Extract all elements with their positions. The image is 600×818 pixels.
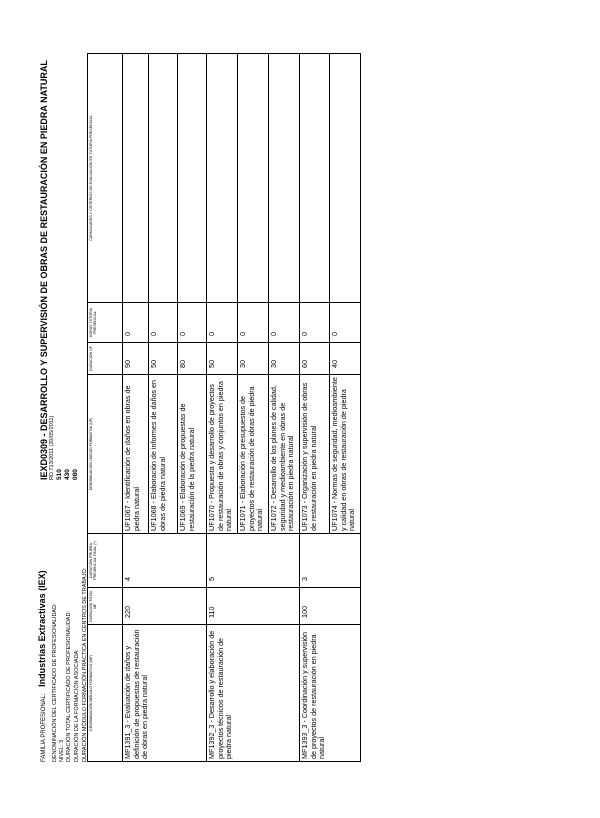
uf-tutoring-hours: 0	[207, 303, 238, 343]
uf-name: UF1073 - Organización y supervisión de obras de restauración en piedra natural	[300, 375, 330, 534]
column-header-mf: DENOMINACIÓN MÓDULO FORMATIVO (MF)	[88, 625, 123, 762]
table-header-row	[88, 54, 123, 762]
uf-capacities	[149, 54, 178, 303]
uf-name: UF1072 - Desarrollo de los planes de calidad, seguridad y medioambiente en obras de restauración en piedra natural	[269, 375, 300, 534]
uf-name: UF1071 - Elaboración de presupuestos de proyectos de restauración de obras de piedra natural	[238, 375, 269, 534]
uf-tutoring-hours: 0	[178, 303, 207, 343]
family-value: Industrias Extractivas (IEX)	[37, 570, 47, 687]
column-header-uf-duration: DURACIÓN UF	[88, 343, 123, 375]
column-header-capacities: CAPACIDADES Y CRITERIOS DE EVALUACIÓN EN TUTORÍA PRESENCIAL	[88, 54, 123, 303]
uf-duration: 30	[269, 343, 300, 375]
total-duration-label: DURACIÓN TOTAL CERTIFICADO DE PROFESIONALIDAD:	[66, 611, 72, 762]
level-label: NIVEL: 3	[59, 739, 65, 762]
training-duration-value: 430	[64, 469, 71, 480]
cert-name-label: DENOMINACIÓN DEL CERTIFICADO DE PROFESIONALIDAD:	[52, 603, 58, 762]
column-header-mf-duration: DURACIÓN TOTAL MF	[88, 588, 123, 625]
uf-duration: 50	[149, 343, 178, 375]
practice-label: DURACIÓN MÓDULO FORMACIÓN PRÁCTICA EN CENTROS DE TRABAJO:	[82, 567, 88, 762]
table-row	[207, 54, 238, 762]
uf-name: UF1068 - Elaboración de informes de daños en obras de piedra natural	[149, 375, 178, 534]
uf-capacities	[330, 54, 361, 303]
uf-tutoring-hours: 0	[300, 303, 330, 343]
mf-duration: 220	[123, 588, 207, 625]
mf-exam-duration: 3	[300, 534, 361, 588]
royal-decree: RD 713/2011 (20/05/2011)	[49, 415, 55, 480]
mf-duration: 110	[207, 588, 300, 625]
mf-name: MF1393_3 - Coordinación y supervisión de proyectos de restauración en piedra natural	[300, 625, 361, 762]
uf-duration: 90	[123, 343, 149, 375]
uf-name: UF1069 - Elaboración de propuestas de restauración de la piedra natural	[178, 375, 207, 534]
mf-duration: 100	[300, 588, 361, 625]
total-duration-value: 510	[56, 469, 63, 480]
uf-name: UF1070 - Propuesta y desarrollo de proyectos de restauración de obras y conjuntos en piedra natural	[207, 375, 238, 534]
family-label: FAMILIA PROFESIONAL:	[41, 693, 47, 762]
uf-tutoring-hours: 0	[238, 303, 269, 343]
uf-tutoring-hours: 0	[149, 303, 178, 343]
uf-capacities	[300, 54, 330, 303]
uf-capacities	[207, 54, 238, 303]
uf-name: UF1067 - Identificación de daños en obras de piedra natural	[123, 375, 149, 534]
mf-name: MF1392_3 - Desarrollo y elaboración de proyectos técnicos de restauración de piedra natural	[207, 625, 300, 762]
uf-duration: 80	[178, 343, 207, 375]
cert-code-title: IEXD0309 - DESARROLLO Y SUPERVISIÓN DE OBRAS DE RESTAURACIÓN EN PIEDRA NATURAL	[39, 60, 49, 480]
uf-capacities	[123, 54, 149, 303]
uf-duration: 30	[238, 343, 269, 375]
uf-capacities	[178, 54, 207, 303]
uf-name: UF1074 - Normas de seguridad, medioambiente y calidad en obras de restauración de piedra natural	[330, 375, 361, 534]
uf-duration: 50	[207, 343, 238, 375]
column-header-exam-duration: DURACIÓN PRUEBA PRESENCIAL FINAL (*)	[88, 534, 123, 588]
uf-capacities	[238, 54, 269, 303]
training-modules-table	[87, 53, 361, 762]
mf-name: MF1391_3 - Evaluación de daños y definición de propuestas de restauración de obras en piedra natural	[123, 625, 207, 762]
column-header-tutoring-hours: HORAS TUTORÍA PRESENCIAL	[88, 303, 123, 343]
uf-tutoring-hours: 0	[123, 303, 149, 343]
mf-exam-duration: 4	[123, 534, 207, 588]
column-header-uf: DENOMINACIÓN UNIDAD FORMATIVA (UF)	[88, 375, 123, 534]
training-duration-label: DURACIÓN DE LA FORMACIÓN ASOCIADA:	[74, 649, 80, 762]
mf-exam-duration: 5	[207, 534, 300, 588]
table-row	[123, 54, 149, 762]
table-row	[300, 54, 330, 762]
uf-capacities	[269, 54, 300, 303]
uf-tutoring-hours: 0	[330, 303, 361, 343]
uf-tutoring-hours: 0	[269, 303, 300, 343]
practice-value: 080	[72, 469, 79, 480]
uf-duration: 60	[300, 343, 330, 375]
uf-duration: 40	[330, 343, 361, 375]
